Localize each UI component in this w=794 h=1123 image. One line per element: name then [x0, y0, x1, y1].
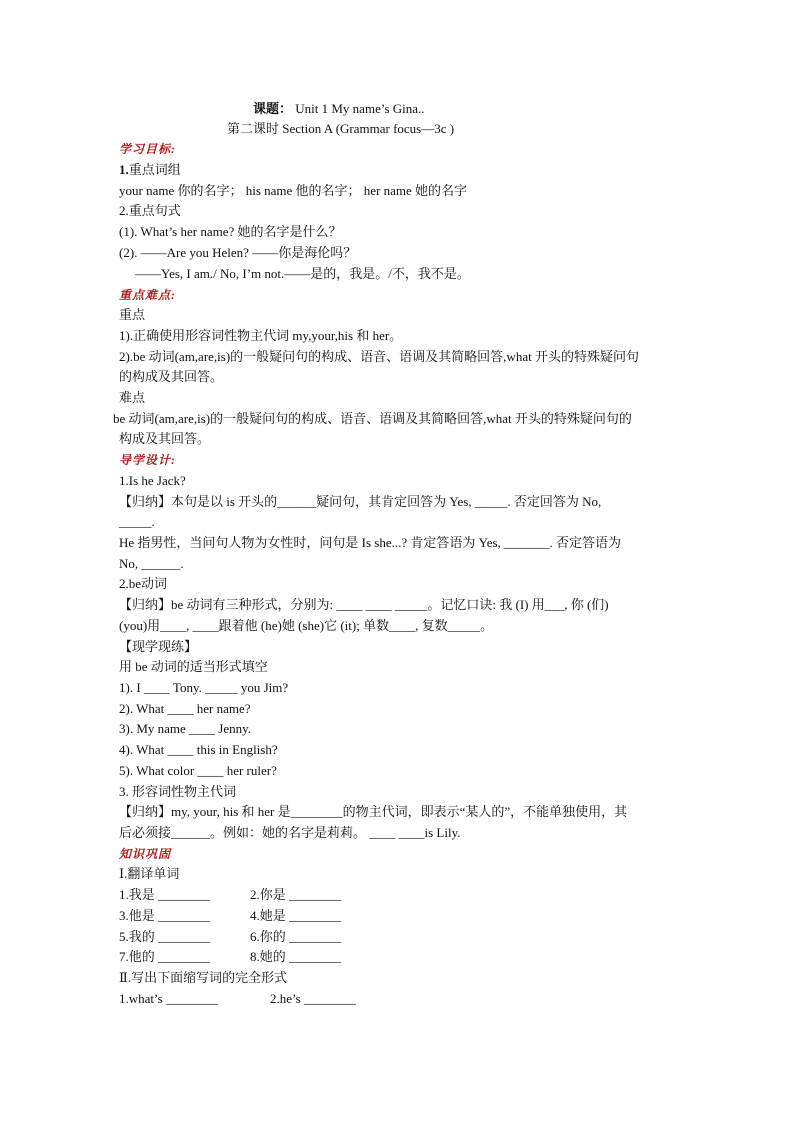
lesson-title [253, 101, 425, 117]
guide-q3-note-a: 【归纳】my, your, his 和 her 是________的物主代词，即表示“某人的”，不能单独使用，其 [119, 804, 628, 819]
guide-q1-note-a: 【归纳】本句是以 is 开头的______疑问句，其肯定回答为 Yes, _____. 否定回答为 No, [119, 494, 602, 509]
word-item: 7.他的 ________ [119, 949, 211, 964]
word-item: 2.你是 ________ [250, 887, 342, 902]
guide-q3-note-b: 后必须接______。例如：她的名字是莉莉。 ____ ____is Lily. [119, 825, 461, 840]
word-item: 8.她的 ________ [250, 949, 342, 964]
abbr-item: 2.he’s ________ [270, 991, 356, 1006]
guide-q1-note-c: He 指男性，当问句人物为女性时，问句是 Is she...? 肯定答语为 Yes, _______. 否定答语为 [119, 535, 622, 550]
phrases-heading: 1.重点词组 [119, 162, 181, 177]
sentence-1: (1). What’s her name? 她的名字是什么？ [119, 224, 342, 239]
word-item: 4.她是 ________ [250, 908, 342, 923]
key-points-heading: 重点难点: [119, 288, 176, 302]
practice-item: 2). What ____ her name? [119, 701, 251, 716]
guide-q2-note-b: (you)用____, ____跟着他 (he)她 (she)它 (it); 单数____, 复数_____。 [119, 618, 494, 633]
key-point-label: 重点 [119, 307, 146, 322]
practice-instructions: 用 be 动词的适当形式填空 [119, 659, 268, 674]
word-item: 6.你的 ________ [250, 929, 342, 944]
key-point-2b: 的构成及其回答。 [119, 369, 224, 384]
difficulty-1a: be 动词(am,are,is)的一般疑问句的构成、语音、语调及其简略回答,what 开头的特殊疑问句的 [113, 411, 632, 426]
guide-q1: 1.Is he Jack? [119, 473, 186, 488]
objectives-heading: 学习目标: [119, 142, 176, 156]
practice-item: 1). I ____ Tony. _____ you Jim? [119, 680, 289, 695]
key-point-1: 1).正确使用形容词性物主代词 my,your,his 和 her。 [119, 328, 403, 343]
guide-heading: 导学设计: [119, 453, 176, 467]
difficulty-label: 难点 [119, 390, 146, 405]
title-text: Unit 1 My name’s Gina.. [292, 101, 425, 116]
practice-item: 3). My name ____ Jenny. [119, 721, 252, 736]
practice-heading: 【现学现练】 [119, 639, 198, 654]
guide-q2-note-a: 【归纳】be 动词有三种形式，分别为: ____ ____ _____。记忆口诀: 我 (I) 用___, 你 (们) [119, 597, 609, 612]
word-item: 1.我是 ________ [119, 887, 211, 902]
title-label: 课题： [253, 101, 293, 116]
guide-q2: 2.be动词 [119, 576, 168, 591]
consolidation-heading: 知识巩固 [119, 847, 172, 861]
lesson-subtitle: 第二课时 Section A (Grammar focus—3c ) [227, 121, 455, 136]
guide-q1-note-d: No, ______. [119, 556, 184, 571]
part1-heading: Ⅰ.翻译单词 [119, 866, 180, 881]
sentences-heading: 2.重点句式 [119, 203, 181, 218]
part2-heading: Ⅱ.写出下面缩写词的完全形式 [119, 970, 288, 985]
practice-item: 4). What ____ this in English? [119, 742, 278, 757]
sentence-3: ——Yes, I am./ No, I’m not.——是的，我是。/不，我不是。 [135, 266, 470, 281]
guide-q1-note-b: _____. [119, 514, 155, 529]
word-item: 5.我的 ________ [119, 929, 211, 944]
guide-q3: 3. 形容词性物主代词 [119, 784, 237, 799]
word-item: 3.他是 ________ [119, 908, 211, 923]
difficulty-1b: 构成及其回答。 [119, 431, 211, 446]
abbr-item: 1.what’s ________ [119, 991, 218, 1006]
practice-item: 5). What color ____ her ruler? [119, 763, 277, 778]
key-point-2a: 2).be 动词(am,are,is)的一般疑问句的构成、语音、语调及其简略回答,what 开头的特殊疑问句 [119, 349, 639, 364]
phrases-line: your name 你的名字； his name 他的名字； her name 她的名字 [119, 183, 468, 198]
sentence-2: (2). ——Are you Helen? ——你是海伦吗？ [119, 245, 357, 260]
